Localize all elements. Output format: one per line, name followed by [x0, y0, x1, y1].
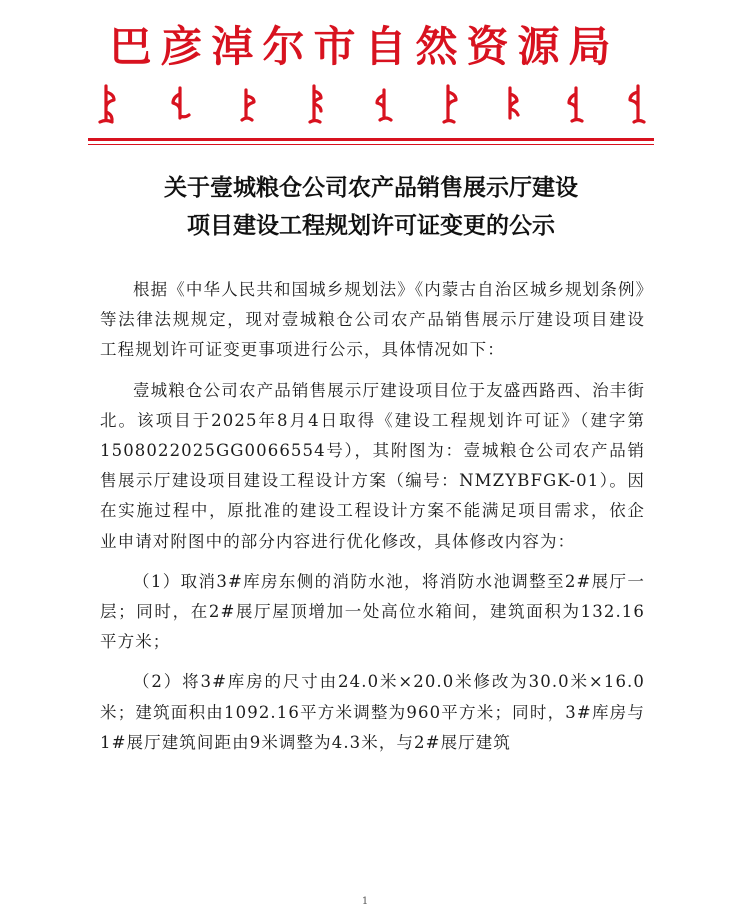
letterhead-red-rule-thin	[88, 144, 654, 145]
notice-body	[100, 275, 645, 768]
page-number: 1	[361, 896, 369, 907]
agency-letterhead: 巴彦淖尔市自然资源局	[109, 22, 620, 71]
paragraph-change-item-2: （2）将3#库房的尺寸由24.0米×20.0米修改为30.0米×16.0米；建筑面积由1092.16平方米调整为960平方米；同时，3#库房与1#展厅建筑间距由9米调整为4.3米，与2#展厅建筑	[100, 672, 645, 752]
mongolian-script-letterhead	[92, 82, 652, 126]
notice-title-line-2: 项目建设工程规划许可证变更的公示	[187, 213, 555, 239]
paragraph-project-info: 壹城粮仓公司农产品销售展示厅建设项目位于友盛西路西、治丰街北。该项目于2025年8月4日取得《建设工程规划许可证》（建字第1508022025GG0066554号），其附图为：壹城粮仓公司农产品销售展示厅建设项目建设工程设计方案（编号：NMZYBFGK-01）。因在实施过程中，原批准的建设工程设计方案不能满足项目需求，依企业申请对附图中的部分内容进行优化修改，具体修改内容为：	[100, 380, 645, 551]
paragraph-legal-basis: 根据《中华人民共和国城乡规划法》《内蒙古自治区城乡规划条例》等法律法规规定，现对壹城粮仓公司农产品销售展示厅建设项目建设工程规划许可证变更事项进行公示，具体情况如下：	[100, 280, 645, 360]
notice-title-line-1: 关于壹城粮仓公司农产品销售展示厅建设	[164, 175, 578, 201]
letterhead-red-rule	[88, 138, 654, 141]
paragraph-change-item-1: （1）取消3#库房东侧的消防水池，将消防水池调整至2#展厅一层；同时，在2#展厅屋顶增加一处高位水箱间，建筑面积为132.16平方米；	[100, 571, 645, 652]
